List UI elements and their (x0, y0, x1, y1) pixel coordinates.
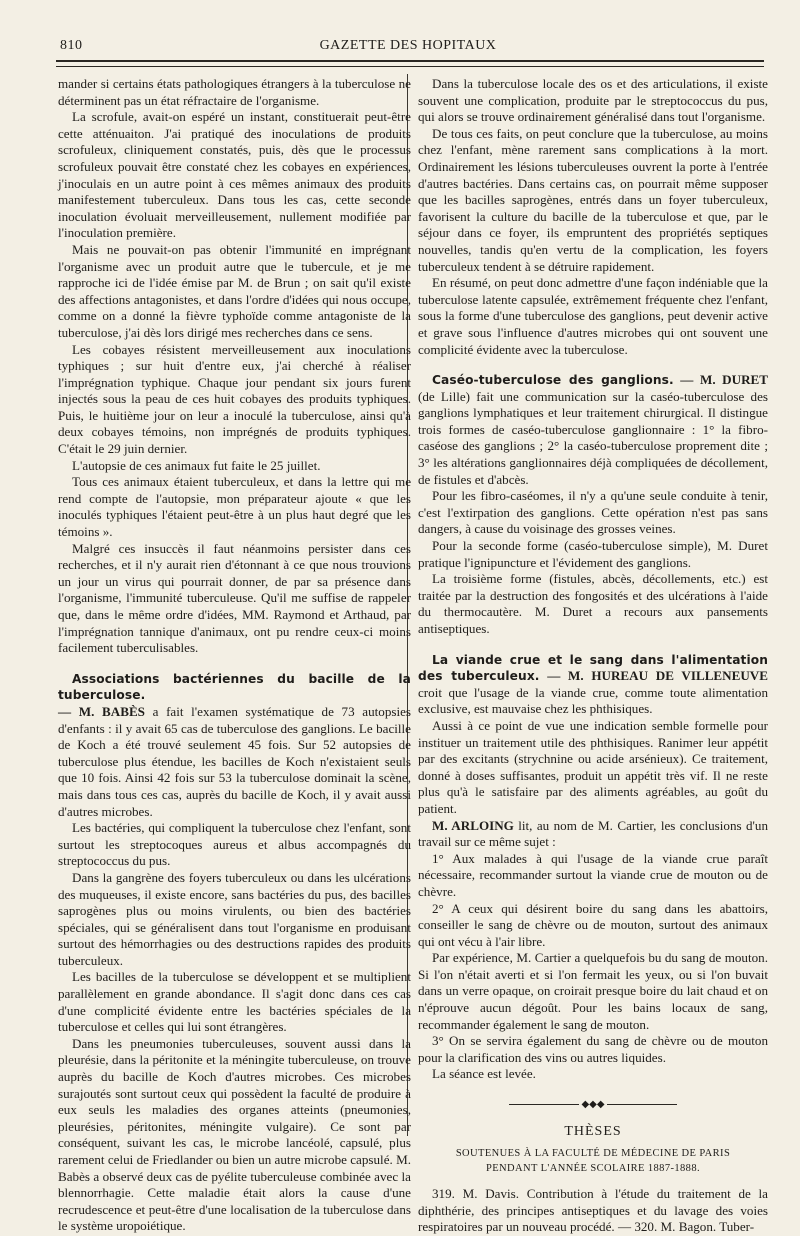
paragraph: Malgré ces insuccès il faut néanmoins persister dans ces recherches, et il n'y aurait rien d'étonnant à ce que nous trouvions un jour un virus qui pourrait donner, de par sa présence dans l'organisme, l'immunité tuberculeuse. Qu'il me suffise de rappeler que, dans le même ordre d'idées, MM. Raymond et Arthaud, par l'imprégnation tannique d'animaux, ont pu rendre ceux-ci moins facilement tuberculisables. (58, 540, 411, 656)
paragraph: En résumé, on peut donc admettre d'une façon indéniable que la tuberculose latente capsulée, extrêmement fréquente chez l'enfant, sous la forme d'une tuberculose des ganglions, peut devenir active et grave sous l'influence d'autres microbes qui ont souvent une complicité évidente avec la tuberculose. (418, 275, 768, 357)
theses-subtitle-line: SOUTENUES À LA FACULTÉ DE MÉDECINE DE PARIS (455, 1148, 731, 1160)
section-heading: Associations bactériennes du bacille de la tuberculose. (58, 671, 411, 703)
author-name: — M. HUREAU DE VILLENEUVE (539, 668, 769, 684)
section-text: croit que l'usage de la viande crue, comme toute alimentation exclusive, est mauvaise chez les phthisiques. (418, 684, 768, 717)
paragraph: La scrofule, avait-on espéré un instant, constituerait peut-être cette atténuaiton. J'ai pratiqué des inoculations de produits scrofuleux, cliniquement constatés, puis, dès que le processus scrofuleux pouvait être constaté chez les cobayes en expériences, j'inoculais en un autre point à ces mêmes animaux des produits manifestement tuberculeux. Dans tous les cas, cette seconde inoculation évoluait merveilleusement, nullement modifiée par l'inoculation première. (58, 109, 411, 241)
paragraph: 3° On se servira également du sang de chèvre ou de mouton pour la clarification des vins ou autres liquides. (418, 1033, 768, 1065)
paragraph: mander si certains états pathologiques étrangers à la tuberculose ne déterminent pas un état réfractaire de l'organisme. (58, 76, 411, 108)
section-heading: La viande crue et le sang dans l'alimentation des tuberculeux. (418, 652, 768, 684)
page-number: 810 (60, 38, 83, 53)
section-ornament: ◆◆◆ (418, 1097, 768, 1114)
paragraph: 2° A ceux qui désirent boire du sang dans les abattoirs, conseiller le sang de chèvre ou de mouton, surtout des animaux qui ont vécu à l'air libre. (418, 900, 768, 949)
section-text: a fait l'examen systématique de 73 autopsies d'enfants : il y avait 65 cas de tuberculose des ganglions. Le bacille de Koch a été trouvé seulement 45 fois. Sur 52 autopsies de tuberculose plus étendue, les bacilles de Koch n'existaient seuls que 10 fois. Ainsi 42 fois sur 53 la tuberculose dominait la scène, mais dans tous ces cas, auprès du bacille de Koch, il y avait aussi d'autres microbes. (58, 703, 412, 819)
paragraph-arloing (418, 818, 768, 851)
section-babes (58, 671, 411, 820)
paragraph: L'autopsie de ces animaux fut faite le 25 juillet. (72, 457, 321, 473)
paragraph: Pour la seconde forme (caséo-tuberculose simple), M. Duret pratique l'ignipuncture et l'évidement des ganglions. (418, 538, 768, 570)
author-name: M. ARLOING (432, 817, 514, 833)
paragraph: Pour les fibro-caséomes, il n'y a qu'une seule conduite à tenir, c'est l'extirpation des ganglions. Cette opération n'est pas sans dangers, à cause du voisinage des grosses veines. (418, 488, 768, 537)
theses-subtitle-line: PENDANT L'ANNÉE SCOLAIRE 1887-1888. (485, 1163, 701, 1175)
paragraph: Dans la tuberculose locale des os et des articulations, il existe souvent une complication, produite par le streptococcus du pus, qui alors se trouve ordinairement généralisé dans tout l'organisme. (418, 76, 768, 125)
paragraph: Tous ces animaux étaient tuberculeux, et dans la lettre qui me rend compte de l'autopsie, mon préparateur ajoute « que les inoculés typhiques l'étaient peut-être à un plus haut degré que les témoins ». (58, 474, 411, 540)
theses-title: THÈSES (564, 1123, 622, 1139)
paragraph: Les cobayes résistent merveilleusement aux inoculations typhiques ; sur huit d'entre eux, j'ai cherché à réaliser l'imprégnation typhique. Chaque jour pendant six jours furent injectés sous la peau de ces huit cobayes des produits typhiques. Puis, le huitième jour on leur a inoculé la tuberculose, ainsi qu'à deux cobayes témoins, non imprégnés de produits typhiques. C'était le 29 juin dernier. (58, 341, 411, 457)
section-gap (418, 638, 768, 652)
paragraph: Dans les pneumonies tuberculeuses, souvent aussi dans la pleurésie, dans la péritonite et la méningite tuberculeuse, on trouve auprès du bacille de Koch d'autres microbes. Ces microbes surajoutés sont surtout ceux qui possèdent la faculté de produire à eux seuls les maladies des organes atteints (pneumonies, pleurésies, péritonites, méningite vulgaire). Ce sont par conséquent, suivant les cas, le microbe lancéolé, capsulé, plus rarement celui de Friedlander ou bien un autre microbe capsulé. M. Babès a observé deux cas de pyélite tuberculeuse combinée avec la blennorrhagie. Cette maladie était alors la cause d'une recrudescence et peut-être d'une localisation de la tuberculose dans le système uropoiétique. (58, 1035, 411, 1234)
theses-entry: 319. M. Davis. Contribution à l'étude du traitement de la diphthérie, des principes antiseptiques et du lavage des voies respiratoires par un nouveau procédé. — 320. M. Bagon. Tuber- (418, 1186, 768, 1235)
page-header (52, 36, 764, 58)
section-gap (58, 657, 411, 671)
section-heading: Caséo-tuberculose des ganglions. (432, 373, 674, 388)
paragraph: La séance est levée. (432, 1066, 536, 1082)
paragraph: Dans la gangrène des foyers tuberculeux ou dans les ulcérations des muqueuses, il existe encore, sans bactéries du pus, des bacilles saprogènes plus ou moins virulents, ou bien des bactéries spéciales, qui se généralisent dans tout l'organisme en produisant surtout des hémorrhagies ou des destructions rapides des produits tuberculeux. (58, 869, 411, 968)
paragraph: 1° Aux malades à qui l'usage de la viande crue paraît nécessaire, recommander surtout la viande crue de mouton ou de chèvre. (418, 850, 768, 899)
paragraph: Aussi à ce point de vue une indication semble formelle pour instituer un traitement utile des phthisiques. Ranimer leur appétit par des excitants (strychnine ou acide arsénieux). Ce traitement, donné à doses suffisantes, produit un appétit très vif. Il ne reste plus qu'à le satisfaire par des aliments agréables, au goût du patient. (418, 717, 768, 816)
paragraph: Les bacilles de la tuberculose se développent et se multiplient parallèlement en grande abondance. Il s'agit donc dans ces cas d'une complicité évidente entre les bactéries spéciales de la tuberculose et celles qui lui sont étrangères. (58, 969, 411, 1035)
author-name: — M. DURET (673, 372, 768, 388)
right-column (418, 76, 768, 1236)
running-title: GAZETTE DES HOPITAUX (319, 38, 497, 53)
left-column (58, 76, 411, 1235)
paragraph: De tous ces faits, on peut conclure que la tuberculose, au moins chez l'enfant, mène rarement sans complications à la mort. Ordinairement les lésions tuberculeuses ouvrent la porte à l'entrée d'autres bactéries. Dans certains cas, on pourrait même supposer que les bacilles saprogènes, entrés dans un foyer tuberculeux, favorisent la culture du bacille de la tuberculose et que, par le séjour dans ce foyer, ils empruntent des propriétés septiques nouvelles, tandis qu'en vertu de la complication, les foyers tuberculeux tendent à se détruire rapidement. (418, 125, 768, 274)
header-rule (56, 60, 764, 67)
section-duret (418, 372, 768, 488)
paragraph: Mais ne pouvait-on pas obtenir l'immunité en imprégnant l'organisme avec un produit autre que le tubercule, et je me rapproche ici de l'idée émise par M. de Brun ; on sait qu'il existe des affections antagonistes, et dans l'ordre d'idées qui nous occupe, comme on a donné la fièvre typhoïde comme antagoniste de la tuberculose, j'ai dès lors dirigé mes recherches dans ce sens. (58, 241, 411, 340)
author-name: — M. BABÈS (58, 703, 145, 719)
section-text: (de Lille) fait une communication sur la caséo-tuberculose des ganglions lymphatiques et leur traitement chirurgical. Il distingue trois formes de caséo-tuberculose ganglionnaire : 1° la fibro-caséose des ganglions ; 2° la caséo-tuberculose proprement dite ; 3° les altérations ganglionnaires déjà compliquées de décollement, de fistules et d'abcès. (418, 388, 768, 487)
theses-subtitle (418, 1146, 768, 1176)
paragraph: Par expérience, M. Cartier a quelquefois bu du sang de mouton. Si l'on n'était averti et si l'on fermait les yeux, ou si l'on buvait dans un verre opaque, on croirait presque boire du lait chaud et on n'éprouve aucun dégoût. Pour les bains locaux de sang, recommander également le sang de mouton. (418, 950, 768, 1032)
section-gap (418, 358, 768, 372)
section-villeneuve (418, 652, 768, 718)
paragraph: La troisième forme (fistules, abcès, décollements, etc.) est traitée par la destruction des fongosités et des ulcérations à l'aide du thermocautère. M. Duret a recours aux pansements antiseptiques. (418, 571, 768, 636)
paragraph: Les bactéries, qui compliquent la tuberculose chez l'enfant, sont surtout les streptocoques aureus et albus accompagnés du streptococcus du pus. (58, 820, 411, 869)
paragraph-text: lit, au nom de M. Cartier, les conclusions d'un travail sur ce même sujet : (418, 817, 769, 850)
